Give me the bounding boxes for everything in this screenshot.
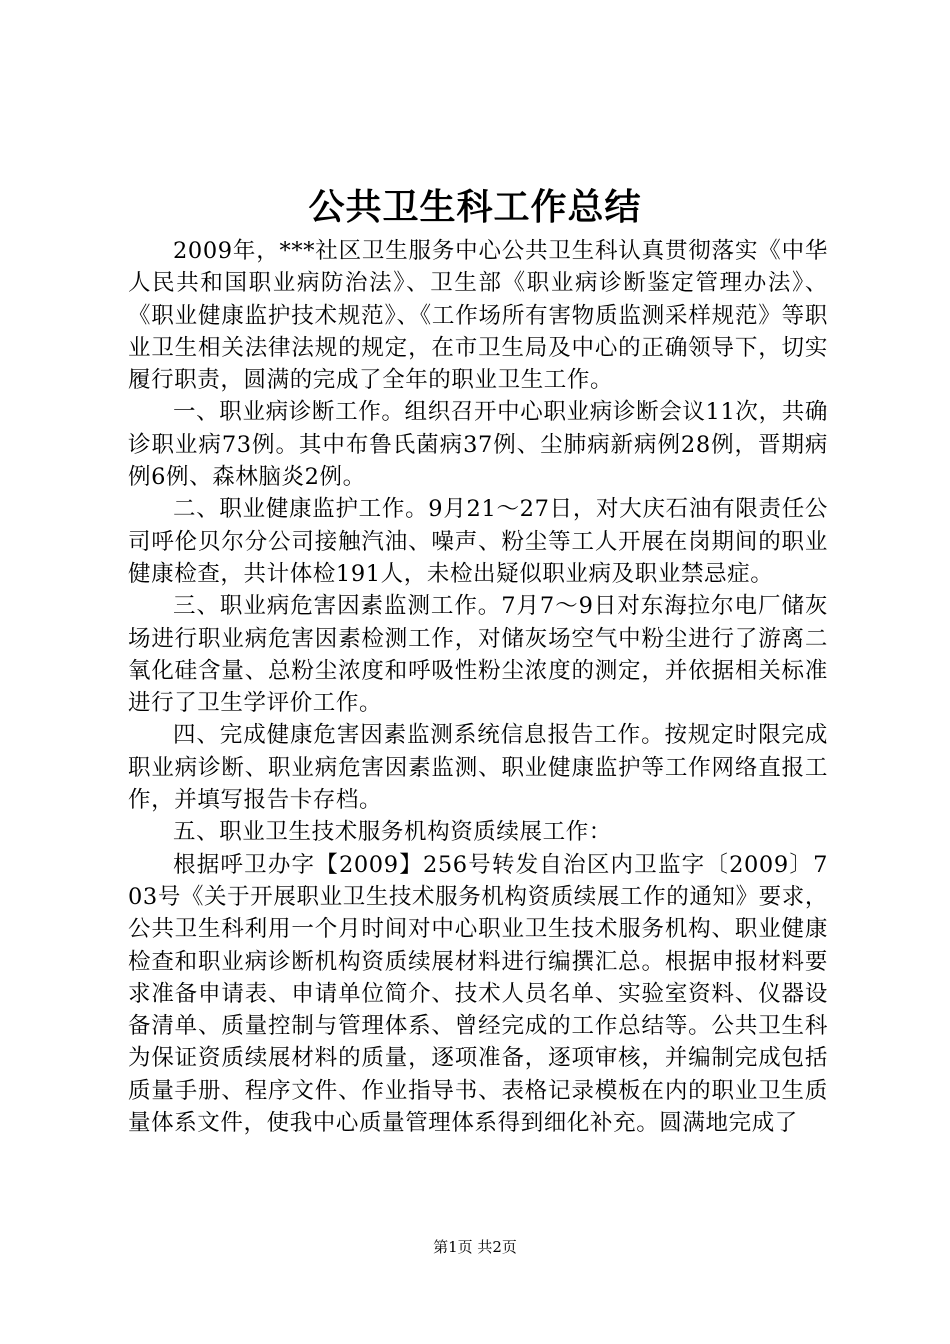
document-title: 公共卫生科工作总结	[308, 187, 642, 228]
paragraph-intro: 2009年，***社区卫生服务中心公共卫生科认真贯彻落实《中华人民共和国职业病防治法》、卫生部《职业病诊断鉴定管理办法》、《职业健康监护技术规范》、《工作场所有害物质监测采样规范》等职业卫生相关法律法规的规定，在市卫生局及中心的正确领导下，切实履行职责，圆满的完成了全年的职业卫生工作。	[128, 238, 828, 394]
paragraph-section-5-heading: 五、职业卫生技术服务机构资质续展工作：	[173, 819, 612, 846]
paragraph-section-2: 二、职业健康监护工作。9月21～27日，对大庆石油有限责任公司呼伦贝尔分公司接触汽油、噪声、粉尘等工人开展在岗期间的职业健康检查，共计体检191人，未检出疑似职业病及职业禁忌症。	[128, 496, 828, 587]
paragraph-section-4: 四、完成健康危害因素监测系统信息报告工作。按规定时限完成职业病诊断、职业病危害因素监测、职业健康监护等工作网络直报工作，并填写报告卡存档。	[128, 722, 828, 814]
page-number-footer: 第1页 共2页	[433, 1238, 517, 1256]
document-body	[128, 235, 828, 1139]
paragraph-section-3: 三、职业病危害因素监测工作。7月7～9日对东海拉尔电厂储灰场进行职业病危害因素检测工作，对储灰场空气中粉尘进行了游离二氧化硅含量、总粉尘浓度和呼吸性粉尘浓度的测定，并依据相关标准进行了卫生学评价工作。	[128, 593, 828, 717]
paragraph-section-1: 一、职业病诊断工作。组织召开中心职业病诊断会议11次，共确诊职业病73例。其中布鲁氏菌病37例、尘肺病新病例28例，晋期病例6例、森林脑炎2例。	[128, 399, 828, 491]
paragraph-section-5-body: 根据呼卫办字【2009】256号转发自治区内卫监字〔2009〕703号《关于开展职业卫生技术服务机构资质续展工作的通知》要求，公共卫生科利用一个月时间对中心职业卫生技术服务机构、职业健康检查和职业病诊断机构资质续展材料进行编撰汇总。根据申报材料要求准备申请表、申请单位简介、技术人员名单、实验室资料、仪器设备清单、质量控制与管理体系、曾经完成的工作总结等。公共卫生科为保证资质续展材料的质量，逐项准备，逐项审核，并编制完成包括质量手册、程序文件、作业指导书、表格记录模板在内的职业卫生质量体系文件，使我中心质量管理体系得到细化补充。圆满地完成了	[128, 851, 828, 1137]
